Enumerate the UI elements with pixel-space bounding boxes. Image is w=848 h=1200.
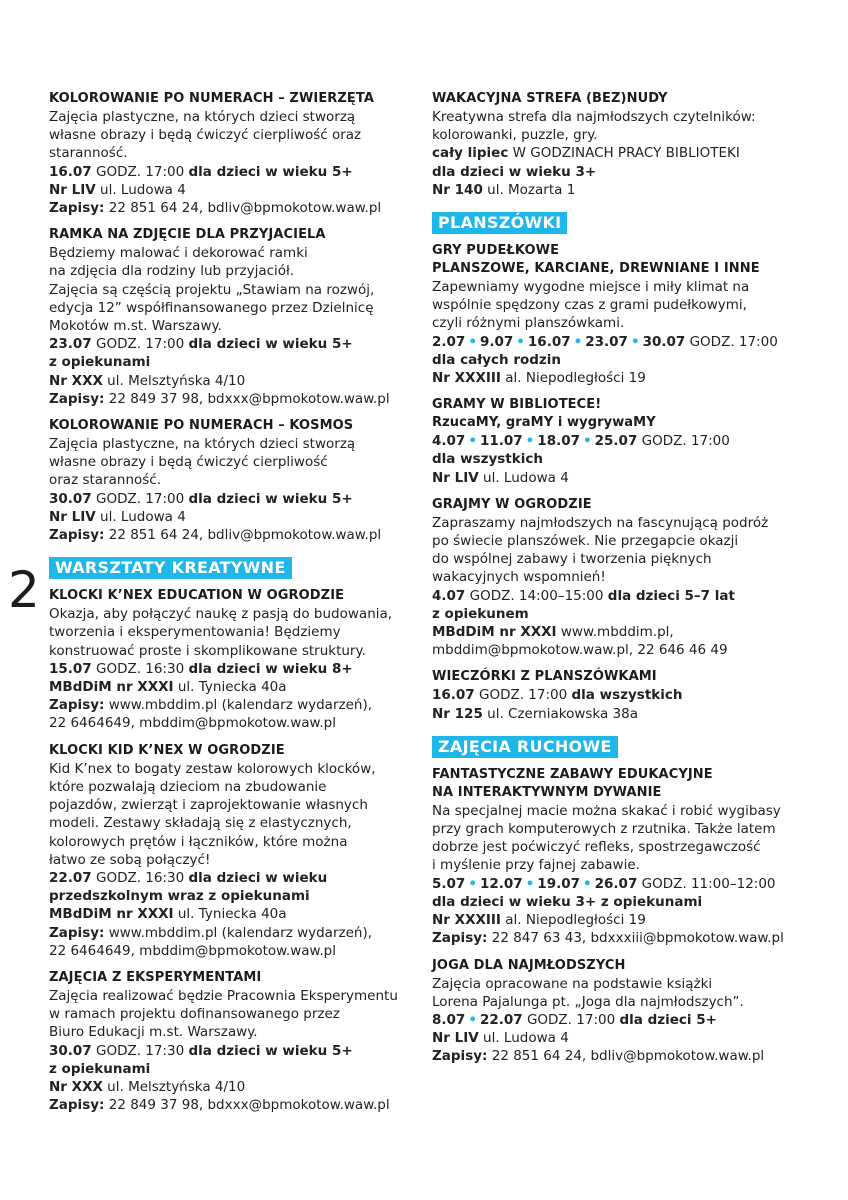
event-subtitle: RzucaMY, graMY i wygrywaMY xyxy=(432,415,656,431)
library-address: al. Niepodległości 19 xyxy=(500,370,646,387)
event-date: 5.07 xyxy=(432,875,466,892)
event-title: GRY PUDEŁKOWE xyxy=(432,243,560,259)
event-audience: dla dzieci w wieku 8+ xyxy=(188,660,353,677)
event-datetime xyxy=(49,490,419,508)
event-strefa-bez-nudy xyxy=(432,90,822,199)
desc-line: w ramach projektu dofinansowanego przez xyxy=(49,1006,340,1023)
event-description xyxy=(49,760,419,869)
desc-line: Biuro Edukacji m.st. Warszawy. xyxy=(49,1024,258,1041)
desc-line: Zapewniamy wygodne miejsce i miły klimat na xyxy=(432,279,750,296)
left-column xyxy=(49,90,419,1123)
event-audience-cont: z opiekunami xyxy=(49,354,151,371)
event-audience-cont: przedszkolnym wraz z opiekunami xyxy=(49,888,310,905)
library-address: www.mbddim.pl, xyxy=(556,624,674,641)
event-location xyxy=(49,372,419,390)
event-date: 12.07 xyxy=(479,875,523,892)
library-address: ul. Melsztyńska 4/10 xyxy=(102,372,246,389)
event-registration xyxy=(49,696,419,714)
library-address: ul. Tyniecka 40a xyxy=(173,906,287,923)
registration-label: Zapisy: xyxy=(49,200,105,217)
library-name: Nr LIV xyxy=(49,181,96,198)
desc-line: łatwo ze sobą połączyć! xyxy=(49,851,211,868)
registration-label: Zapisy: xyxy=(49,697,105,714)
event-title: GRAMY W BIBLIOTECE! xyxy=(432,397,602,413)
event-title: KLOCKI K’NEX EDUCATION W OGRODZIE xyxy=(49,588,345,604)
library-address: ul. Tyniecka 40a xyxy=(173,679,287,696)
bullet-dot-icon: • xyxy=(583,433,592,450)
event-datetime xyxy=(432,432,822,450)
event-kolorowanie-kosmos xyxy=(49,417,419,544)
event-description xyxy=(49,987,419,1042)
desc-line: oraz staranność. xyxy=(49,472,162,489)
event-description xyxy=(49,605,419,660)
event-description xyxy=(49,435,419,490)
desc-line: przy grach komputerowych z rzutnika. Także latem xyxy=(432,821,776,838)
registration-contact: 22 847 63 43, bdxxxiii@bpmokotow.waw.pl xyxy=(487,930,784,947)
event-location xyxy=(49,1078,419,1096)
event-location xyxy=(49,678,419,696)
library-name: MBdDiM nr XXXI xyxy=(49,906,174,923)
section-header-warsztaty: WARSZTATY KREATYWNE xyxy=(49,557,292,579)
event-date: 8.07 xyxy=(432,1011,466,1028)
event-registration xyxy=(49,390,419,408)
event-title: GRAJMY W OGRODZIE xyxy=(432,496,592,512)
event-datetime xyxy=(49,1042,419,1060)
event-wieczorki xyxy=(432,668,822,722)
desc-line: czyli różnymi planszówkami. xyxy=(432,315,625,332)
desc-line: na zdjęcia dla rodziny lub przyjaciół. xyxy=(49,263,295,280)
event-title: WAKACYJNA STREFA (BEZ)NUDY xyxy=(432,91,668,106)
registration-contact: 22 851 64 24, bdliv@bpmokotow.waw.pl xyxy=(104,200,382,217)
event-datetime xyxy=(432,1011,822,1029)
library-name: Nr XXX xyxy=(49,372,103,389)
event-title: ZAJĘCIA Z EKSPERYMENTAMI xyxy=(49,969,262,985)
event-description xyxy=(432,514,822,587)
event-location xyxy=(49,508,419,526)
event-time: GODZ. 17:00 xyxy=(637,433,730,450)
library-name: MBdDiM nr XXXI xyxy=(432,624,557,641)
event-interaktywny-dywan xyxy=(432,766,822,948)
registration-contact: www.mbddim.pl (kalendarz wydarzeń), xyxy=(104,697,372,714)
desc-line: do wspólnej zabawy i tworzenia pięknych xyxy=(432,551,712,568)
event-audience: dla wszystkich xyxy=(432,451,543,468)
event-datetime xyxy=(49,869,419,887)
event-registration xyxy=(432,1047,822,1065)
library-address: ul. Ludowa 4 xyxy=(95,181,186,198)
library-address: ul. Ludowa 4 xyxy=(478,1030,569,1047)
registration-label: Zapisy: xyxy=(49,527,105,544)
event-description xyxy=(432,802,822,875)
page-number: 2 xyxy=(8,561,40,619)
desc-line: własne obrazy i będą ćwiczyć cierpliwość xyxy=(49,454,328,471)
event-eksperymenty xyxy=(49,969,419,1114)
event-description xyxy=(49,244,419,335)
event-date: 30.07 xyxy=(49,490,92,507)
desc-line: Zajęcia plastyczne, na których dzieci stworzą xyxy=(49,109,356,125)
right-column xyxy=(432,90,822,1075)
event-date: 23.07 xyxy=(585,333,628,350)
event-audience: dla dzieci 5+ xyxy=(619,1011,717,1028)
event-registration xyxy=(49,1096,419,1114)
bullet-dot-icon: • xyxy=(525,875,535,892)
bullet-dot-icon: • xyxy=(468,433,477,450)
section-header-planszowki: PLANSZÓWKI xyxy=(432,212,567,234)
event-audience: dla dzieci w wieku xyxy=(188,869,328,886)
event-date: 4.07 xyxy=(432,433,466,450)
desc-line: które pozwalają dzieciom na zbudowanie xyxy=(49,778,327,795)
event-date: 23.07 xyxy=(49,336,92,353)
event-date: 25.07 xyxy=(594,433,638,450)
event-time: GODZ. 17:00 xyxy=(474,687,572,704)
event-location xyxy=(49,181,419,199)
event-time: GODZ. 16:30 xyxy=(91,660,189,677)
event-title: KLOCKI KID K’NEX W OGRODZIE xyxy=(49,742,285,758)
bullet-dot-icon: • xyxy=(573,333,583,350)
desc-line: Na specjalnej macie można skakać i robić wygibasy xyxy=(432,802,781,819)
registration-contact: 22 849 37 98, bdxxx@bpmokotow.waw.pl xyxy=(104,1097,390,1114)
bullet-dot-icon: • xyxy=(516,333,525,350)
desc-line: kolorowych prętów i łączników, które można xyxy=(49,833,348,850)
bullet-dot-icon: • xyxy=(468,1011,477,1028)
desc-line: staranność. xyxy=(49,145,128,162)
event-contact-cont: mbddim@bpmokotow.waw.pl, 22 646 46 49 xyxy=(432,642,728,659)
registration-contact: 22 851 64 24, bdliv@bpmokotow.waw.pl xyxy=(104,527,382,544)
event-audience: dla wszystkich xyxy=(571,687,683,704)
event-description xyxy=(432,278,822,333)
event-audience: dla dzieci w wieku 5+ xyxy=(188,163,353,180)
desc-line: Lorena Pajalunga pt. „Joga dla najmłodszych”. xyxy=(432,993,744,1010)
event-date: 19.07 xyxy=(537,875,580,892)
event-datetime xyxy=(49,660,419,678)
library-name: Nr LIV xyxy=(49,508,96,525)
event-time: GODZ. 17:30 xyxy=(91,1042,189,1059)
registration-contact-cont: 22 6464649, mbddim@bpmokotow.waw.pl xyxy=(49,715,336,732)
event-title: WIECZÓRKI Z PLANSZÓWKAMI xyxy=(432,669,657,685)
event-date: cały lipiec xyxy=(432,145,509,162)
event-time: GODZ. 17:00 xyxy=(91,336,189,353)
event-title: JOGA DLA NAJMŁODSZYCH xyxy=(432,957,626,973)
event-location xyxy=(432,1029,822,1047)
desc-line: Kreatywna strefa dla najmłodszych czytelników: xyxy=(432,109,756,125)
event-datetime xyxy=(432,587,822,605)
event-date: 4.07 xyxy=(432,587,466,604)
event-gry-pudelkowe xyxy=(432,242,822,387)
desc-line: modeli. Zestawy składają się z elastycznych, xyxy=(49,815,352,832)
desc-line: Zapraszamy najmłodszych na fascynującą podróż xyxy=(432,514,769,531)
event-time: GODZ. 16:30 xyxy=(91,869,189,886)
event-kolorowanie-zwierzeta xyxy=(49,90,419,217)
desc-line: po świecie planszówek. Nie przegapcie okazji xyxy=(432,533,739,550)
bullet-dot-icon: • xyxy=(468,333,477,350)
event-audience-cont: z opiekunem xyxy=(432,605,529,622)
event-date: 9.07 xyxy=(479,333,514,350)
event-subtitle: NA INTERAKTYWNYM DYWANIE xyxy=(432,784,662,800)
registration-contact: 22 851 64 24, bdliv@bpmokotow.waw.pl xyxy=(487,1048,765,1065)
desc-line: wakacyjnych wspomnień! xyxy=(432,569,606,586)
event-audience: dla dzieci w wieku 5+ xyxy=(188,490,353,507)
event-location xyxy=(432,911,822,929)
event-registration xyxy=(49,526,419,544)
desc-line: edycja 12” współfinansowanego przez Dzielnicę xyxy=(49,299,374,316)
bullet-dot-icon: • xyxy=(525,433,535,450)
event-registration xyxy=(49,924,419,942)
desc-line: Zajęcia plastyczne, na których dzieci stworzą xyxy=(49,436,356,453)
registration-label: Zapisy: xyxy=(49,1097,105,1114)
event-location xyxy=(432,181,822,199)
library-name: Nr 140 xyxy=(432,181,483,198)
event-time: GODZ. 17:00 xyxy=(522,1011,620,1028)
event-kid-knex xyxy=(49,742,419,960)
library-address: ul. Ludowa 4 xyxy=(478,469,569,486)
event-time: GODZ. 17:00 xyxy=(91,490,189,507)
library-name: Nr XXX xyxy=(49,1078,103,1095)
event-location xyxy=(432,623,822,641)
registration-contact-cont: 22 6464649, mbddim@bpmokotow.waw.pl xyxy=(49,942,336,959)
event-date: 30.07 xyxy=(49,1042,92,1059)
library-name: Nr LIV xyxy=(432,469,479,486)
desc-line: kolorowanki, puzzle, gry. xyxy=(432,127,598,144)
registration-contact: 22 849 37 98, bdxxx@bpmokotow.waw.pl xyxy=(104,390,390,407)
section-header-zajecia-ruchowe: ZAJĘCIA RUCHOWE xyxy=(432,736,618,758)
event-datetime xyxy=(432,333,822,351)
event-knex-education xyxy=(49,587,419,732)
desc-line: Będziemy malować i dekorować ramki xyxy=(49,245,308,262)
library-address: ul. Mozarta 1 xyxy=(482,181,576,198)
desc-line: własne obrazy i będą ćwiczyć cierpliwość oraz xyxy=(49,127,362,144)
event-audience: dla dzieci w wieku 5+ xyxy=(188,1042,353,1059)
event-location xyxy=(432,369,822,387)
event-gramy-w-bibliotece xyxy=(432,396,822,487)
registration-label: Zapisy: xyxy=(49,924,105,941)
bullet-dot-icon: • xyxy=(583,875,592,892)
event-joga xyxy=(432,957,822,1066)
library-address: ul. Melsztyńska 4/10 xyxy=(102,1078,246,1095)
registration-label: Zapisy: xyxy=(432,930,488,947)
event-title: FANTASTYCZNE ZABAWY EDUKACYJNE xyxy=(432,766,713,782)
desc-line: Okazja, aby połączyć naukę z pasją do budowania, xyxy=(49,606,393,623)
library-name: MBdDiM nr XXXI xyxy=(49,679,174,696)
registration-label: Zapisy: xyxy=(49,390,105,407)
event-subtitle: PLANSZOWE, KARCIANE, DREWNIANE I INNE xyxy=(432,261,760,277)
desc-line: Zajęcia są częścią projektu „Stawiam na rozwój, xyxy=(49,281,375,298)
event-audience: dla dzieci 5–7 lat xyxy=(607,587,735,604)
event-title: KOLOROWANIE PO NUMERACH – KOSMOS xyxy=(49,418,354,434)
event-location xyxy=(49,905,419,923)
desc-line: konstruować proste i skomplikowane struktury. xyxy=(49,642,366,659)
event-date: 18.07 xyxy=(537,433,580,450)
event-time: GODZ. 14:00–15:00 xyxy=(465,587,608,604)
event-datetime xyxy=(432,144,822,162)
event-datetime xyxy=(49,335,419,353)
event-date: 11.07 xyxy=(479,433,523,450)
library-name: Nr LIV xyxy=(432,1030,479,1047)
desc-line: wspólnie spędzony czas z grami pudełkowymi, xyxy=(432,297,747,314)
event-registration xyxy=(49,199,419,217)
desc-line: Kid K’nex to bogaty zestaw kolorowych klocków, xyxy=(49,760,376,777)
event-time: GODZ. 17:00 xyxy=(685,333,778,350)
event-time: GODZ. 11:00–12:00 xyxy=(637,875,776,892)
event-audience: dla całych rodzin xyxy=(432,351,562,368)
event-date: 30.07 xyxy=(642,333,686,350)
event-date: 26.07 xyxy=(594,875,638,892)
event-audience: dla dzieci w wieku 5+ xyxy=(188,336,353,353)
event-title: RAMKA NA ZDJĘCIE DLA PRZYJACIELA xyxy=(49,227,326,243)
event-date: 22.07 xyxy=(49,869,92,886)
desc-line: Zajęcia opracowane na podstawie książki xyxy=(432,975,713,992)
event-description xyxy=(432,975,822,1011)
event-audience: dla dzieci w wieku 3+ xyxy=(432,163,597,180)
library-address: ul. Czerniakowska 38a xyxy=(482,705,639,722)
event-ramka xyxy=(49,226,419,408)
library-address: ul. Ludowa 4 xyxy=(95,508,186,525)
bullet-dot-icon: • xyxy=(468,875,477,892)
event-audience-cont: z opiekunami xyxy=(49,1060,151,1077)
event-date: 2.07 xyxy=(432,333,466,350)
desc-line: dobrze jest poćwiczyć refleks, spostrzegawczość xyxy=(432,839,761,856)
registration-label: Zapisy: xyxy=(432,1048,488,1065)
event-title: KOLOROWANIE PO NUMERACH – ZWIERZĘTA xyxy=(49,91,375,106)
event-grajmy-w-ogrodzie xyxy=(432,496,822,660)
event-date: 16.07 xyxy=(527,333,571,350)
registration-contact: www.mbddim.pl (kalendarz wydarzeń), xyxy=(104,924,372,941)
bullet-dot-icon: • xyxy=(630,333,640,350)
event-audience: dla dzieci w wieku 3+ z opiekunami xyxy=(432,893,703,910)
event-date: 16.07 xyxy=(49,163,92,180)
event-description xyxy=(49,108,419,163)
event-time: GODZ. 17:00 xyxy=(91,163,189,180)
event-date: 15.07 xyxy=(49,660,92,677)
desc-line: Mokotów m.st. Warszawy. xyxy=(49,318,222,335)
event-datetime xyxy=(432,875,822,893)
event-time: W GODZINACH PRACY BIBLIOTEKI xyxy=(508,145,740,162)
event-datetime xyxy=(432,686,822,704)
event-datetime xyxy=(49,163,419,181)
desc-line: i myślenie przy fajnej zabawie. xyxy=(432,857,640,874)
event-date: 22.07 xyxy=(479,1011,523,1028)
library-address: al. Niepodległości 19 xyxy=(500,912,646,929)
event-date: 16.07 xyxy=(432,687,475,704)
event-description xyxy=(432,108,822,144)
library-name: Nr 125 xyxy=(432,705,483,722)
event-location xyxy=(432,705,822,723)
desc-line: tworzenia i eksperymentowania! Będziemy xyxy=(49,624,341,641)
event-registration xyxy=(432,929,822,947)
library-name: Nr XXXIII xyxy=(432,370,501,387)
event-location xyxy=(432,469,822,487)
desc-line: pojazdów, zwierząt i zaprojektowanie własnych xyxy=(49,797,368,814)
library-name: Nr XXXIII xyxy=(432,912,501,929)
desc-line: Zajęcia realizować będzie Pracownia Eksperymentu xyxy=(49,987,398,1004)
